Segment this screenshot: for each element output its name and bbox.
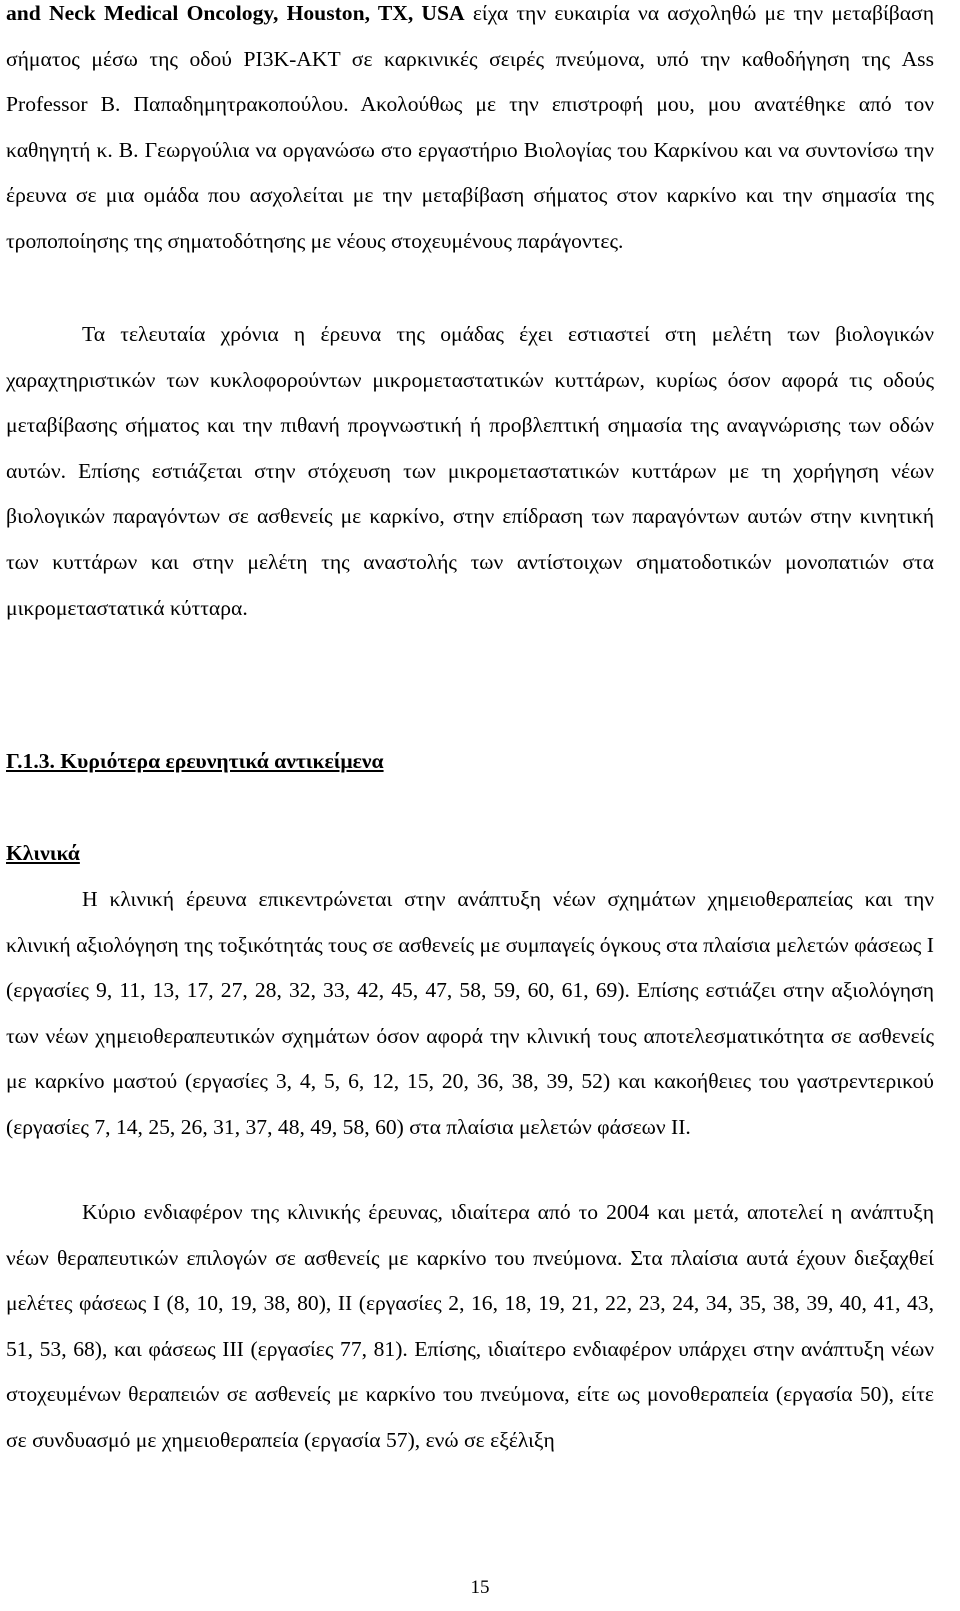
- paragraph-continuation-text: είχα την ευκαιρία να ασχοληθώ με την μεταβίβαση σήματος μέσω της οδού PI3K-AKT σε καρκινικές σειρές πνεύμονα, υπό την καθοδήγηση της Ass Professor Β. Παπαδημητρακοπούλου. Ακολούθως με την επιστροφή μου, μου ανατέθηκε από τον καθηγητή κ. Β. Γεωργούλια να οργανώσω στο εργαστήριο Βιολογίας του Καρκίνου και να συντονίσω την έρευνα σε μια ομάδα που ασχολείται με την μεταβίβαση σήματος στον καρκίνο και την σημασία της τροποποίησης της σηματοδότησης με νέους στοχευμένους παράγοντες.: [6, 1, 934, 253]
- paragraph-lead-bold: and Neck Medical Oncology, Houston, TX, USA: [6, 1, 465, 25]
- section-heading: Γ.1.3. Κυριότερα ερευνητικά αντικείμενα: [6, 749, 384, 773]
- subsection-heading-clinical: Κλινικά: [6, 841, 80, 865]
- paragraph-continuation: [6, 0, 934, 265]
- paragraph-research-focus: Τα τελευταία χρόνια η έρευνα της ομάδας έχει εστιαστεί στη μελέτη των βιολογικών χαραχτηριστικών των κυκλοφορούντων μικρομεταστατικών κυττάρων, κυρίως όσον αφορά τις οδούς μεταβίβασης σήματος και την πιθανή προγνωστική ή προβλεπτική σημασία της αναγνώρισης των οδών αυτών. Επίσης εστιάζεται στην στόχευση των μικρομεταστατικών κυττάρων με τη χορήγηση νέων βιολογικών παραγόντων σε ασθενείς με καρκίνο, στην επίδραση των παραγόντων αυτών στην κινητική των κυττάρων και στην μελέτη της αναστολής των αντίστοιχων σηματοδοτικών μονοπατιών στα μικρομεταστατικά κύτταρα.: [6, 322, 934, 620]
- paragraph-lung-cancer-research: Κύριο ενδιαφέρον της κλινικής έρευνας, ιδιαίτερα από το 2004 και μετά, αποτελεί η ανάπτυξη νέων θεραπευτικών επιλογών σε ασθενείς με καρκίνο του πνεύμονα. Στα πλαίσια αυτά έχουν διεξαχθεί μελέτες φάσεως Ι (8, 10, 19, 38, 80), ΙΙ (εργασίες 2, 16, 18, 19, 21, 22, 23, 24, 34, 35, 38, 39, 40, 41, 43, 51, 53, 68), και φάσεως ΙΙΙ (εργασίες 77, 81). Επίσης, ιδιαίτερο ενδιαφέρον υπάρχει στην ανάπτυξη νέων στοχευμένων θεραπειών σε ασθενείς με καρκίνο του πνεύμονα, είτε ως μονοθεραπεία (εργασία 50), είτε σε συνδυασμό με χημειοθεραπεία (εργασία 57), ενώ σε εξέλιξη: [6, 1200, 934, 1452]
- paragraph-clinical-research: Η κλινική έρευνα επικεντρώνεται στην ανάπτυξη νέων σχημάτων χημειοθεραπείας και την κλινική αξιολόγηση της τοξικότητάς τους σε ασθενείς με συμπαγείς όγκους στα πλαίσια μελετών φάσεως Ι (εργασίες 9, 11, 13, 17, 27, 28, 32, 33, 42, 45, 47, 58, 59, 60, 61, 69). Επίσης εστιάζει στην αξιολόγηση των νέων χημειοθεραπευτικών σχημάτων όσον αφορά την κλινική τους αποτελεσματικότητα σε ασθενείς με καρκίνο μαστού (εργασίες 3, 4, 5, 6, 12, 15, 20, 36, 38, 39, 52) και κακοήθειες του γαστρεντερικού (εργασίες 7, 14, 25, 26, 31, 37, 48, 49, 58, 60) στα πλαίσια μελετών φάσεων ΙΙ.: [6, 887, 934, 1139]
- page-number: 15: [470, 1577, 490, 1598]
